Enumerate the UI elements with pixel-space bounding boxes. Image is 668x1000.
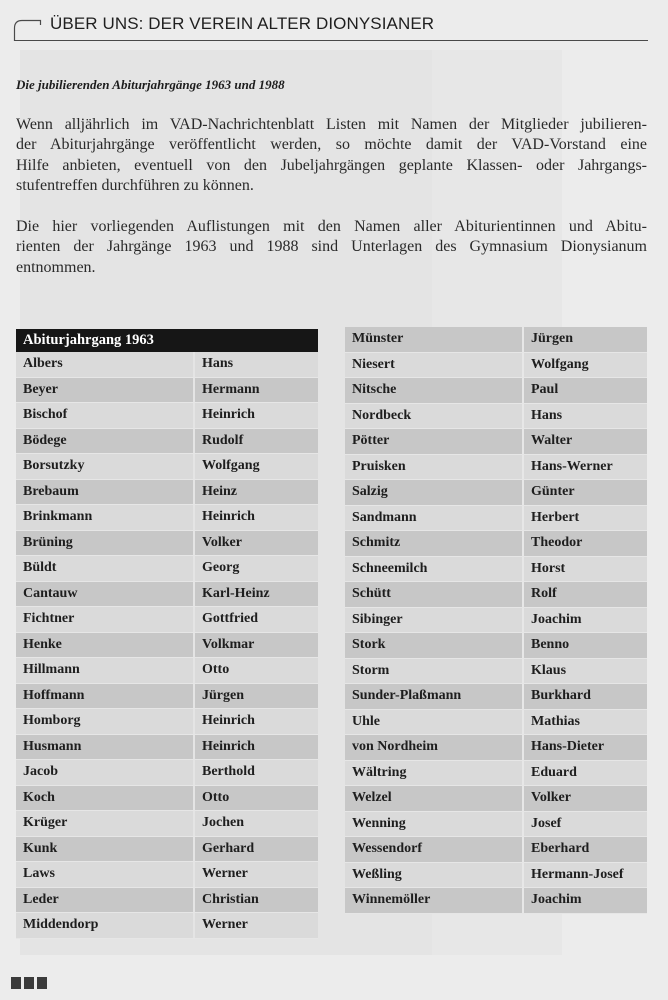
text-line: stufentreffen durchführen zu können. bbox=[16, 176, 254, 194]
surname-cell: Welzel bbox=[345, 786, 522, 811]
table-row bbox=[345, 761, 647, 787]
names-table-1963-part1 bbox=[16, 329, 318, 939]
surname-cell: Borsutzky bbox=[16, 454, 193, 479]
names-table-1963-part2 bbox=[345, 327, 647, 914]
text-line: der Abiturjahrgänge veröffentlicht werden, so möchte damit der VAD-Vorstand eine bbox=[16, 136, 647, 154]
table-row bbox=[345, 863, 647, 889]
surname-cell: Sibinger bbox=[345, 608, 522, 633]
surname-cell: Fichtner bbox=[16, 607, 193, 632]
surname-cell: Münster bbox=[345, 327, 522, 352]
surname-cell: Middendorp bbox=[16, 913, 193, 938]
surname-cell: Husmann bbox=[16, 735, 193, 760]
surname-cell: Sunder-Plaßmann bbox=[345, 684, 522, 709]
table-row bbox=[345, 378, 647, 404]
table-row bbox=[16, 786, 318, 812]
firstname-cell: Herbert bbox=[524, 506, 647, 531]
firstname-cell: Hans bbox=[524, 404, 647, 429]
surname-cell: Brüning bbox=[16, 531, 193, 556]
article-subtitle: Die jubilierenden Abiturjahrgänge 1963 und 1988 bbox=[16, 77, 285, 92]
table-row bbox=[16, 735, 318, 761]
table-row bbox=[345, 608, 647, 634]
table-body bbox=[345, 327, 647, 914]
firstname-cell: Benno bbox=[524, 633, 647, 658]
firstname-cell: Gerhard bbox=[195, 837, 318, 862]
surname-cell: Henke bbox=[16, 633, 193, 658]
section-bracket-icon bbox=[0, 0, 50, 45]
text-line: entnommen. bbox=[16, 258, 96, 276]
page-title: ÜBER UNS: DER VEREIN ALTER DIONYSIANER bbox=[50, 14, 435, 33]
surname-cell: Pötter bbox=[345, 429, 522, 454]
table-row bbox=[16, 378, 318, 404]
firstname-cell: Burkhard bbox=[524, 684, 647, 709]
firstname-cell: Theodor bbox=[524, 531, 647, 556]
table-row bbox=[16, 658, 318, 684]
title-divider bbox=[14, 40, 648, 41]
table-row bbox=[16, 709, 318, 735]
surname-cell: Büldt bbox=[16, 556, 193, 581]
square-icon bbox=[37, 977, 47, 989]
text-line: Wenn alljährlich im VAD-Nachrichtenblatt Listen mit Namen der Mitglieder jubilieren- bbox=[16, 116, 647, 133]
surname-cell: Beyer bbox=[16, 378, 193, 403]
table-row bbox=[16, 837, 318, 863]
table-row bbox=[16, 607, 318, 633]
surname-cell: Laws bbox=[16, 862, 193, 887]
table-row bbox=[16, 913, 318, 939]
table-row bbox=[16, 531, 318, 557]
surname-cell: Bischof bbox=[16, 403, 193, 428]
table-row bbox=[345, 786, 647, 812]
square-icon bbox=[11, 977, 21, 989]
firstname-cell: Gottfried bbox=[195, 607, 318, 632]
surname-cell: Pruisken bbox=[345, 455, 522, 480]
surname-cell: Stork bbox=[345, 633, 522, 658]
paragraph-intro bbox=[16, 115, 647, 196]
table-body bbox=[16, 352, 318, 939]
surname-cell: Wessendorf bbox=[345, 837, 522, 862]
firstname-cell: Hermann bbox=[195, 378, 318, 403]
surname-cell: Storm bbox=[345, 659, 522, 684]
table-row bbox=[16, 811, 318, 837]
firstname-cell: Mathias bbox=[524, 710, 647, 735]
surname-cell: Krüger bbox=[16, 811, 193, 836]
table-row bbox=[16, 633, 318, 659]
firstname-cell: Christian bbox=[195, 888, 318, 913]
table-row bbox=[345, 531, 647, 557]
firstname-cell: Volkmar bbox=[195, 633, 318, 658]
surname-cell: Brebaum bbox=[16, 480, 193, 505]
surname-cell: Winnemöller bbox=[345, 888, 522, 913]
table-row bbox=[345, 353, 647, 379]
table-row bbox=[345, 582, 647, 608]
surname-cell: Nitsche bbox=[345, 378, 522, 403]
table-row bbox=[345, 735, 647, 761]
surname-cell: Salzig bbox=[345, 480, 522, 505]
firstname-cell: Otto bbox=[195, 786, 318, 811]
table-row bbox=[345, 710, 647, 736]
firstname-cell: Rudolf bbox=[195, 429, 318, 454]
table-row bbox=[16, 888, 318, 914]
table-row bbox=[16, 760, 318, 786]
table-row bbox=[345, 404, 647, 430]
surname-cell: Schmitz bbox=[345, 531, 522, 556]
firstname-cell: Joachim bbox=[524, 888, 647, 913]
table-row bbox=[16, 403, 318, 429]
firstname-cell: Klaus bbox=[524, 659, 647, 684]
table-row bbox=[16, 862, 318, 888]
firstname-cell: Josef bbox=[524, 812, 647, 837]
firstname-cell: Rolf bbox=[524, 582, 647, 607]
table-row bbox=[16, 582, 318, 608]
firstname-cell: Jochen bbox=[195, 811, 318, 836]
text-line: Die hier vorliegenden Auflistungen mit den Namen aller Abiturientinnen und Abitu- bbox=[16, 218, 647, 235]
firstname-cell: Berthold bbox=[195, 760, 318, 785]
table-row bbox=[345, 455, 647, 481]
firstname-cell: Walter bbox=[524, 429, 647, 454]
table-row bbox=[16, 454, 318, 480]
table-row bbox=[345, 327, 647, 353]
firstname-cell: Wolfgang bbox=[195, 454, 318, 479]
surname-cell: Uhle bbox=[345, 710, 522, 735]
table-row bbox=[345, 480, 647, 506]
surname-cell: Schneemilch bbox=[345, 557, 522, 582]
firstname-cell: Otto bbox=[195, 658, 318, 683]
text-line: Hilfe anbieten, eventuell von den Jubeljahrgängen geplante Klassen- oder Jahrgangs- bbox=[16, 156, 647, 174]
firstname-cell: Karl-Heinz bbox=[195, 582, 318, 607]
firstname-cell: Jürgen bbox=[195, 684, 318, 709]
firstname-cell: Hans-Werner bbox=[524, 455, 647, 480]
firstname-cell: Volker bbox=[195, 531, 318, 556]
firstname-cell: Hermann-Josef bbox=[524, 863, 647, 888]
table-header: Abiturjahrgang 1963 bbox=[16, 329, 318, 352]
firstname-cell: Eduard bbox=[524, 761, 647, 786]
surname-cell: Wenning bbox=[345, 812, 522, 837]
firstname-cell: Werner bbox=[195, 862, 318, 887]
table-row bbox=[16, 352, 318, 378]
surname-cell: von Nordheim bbox=[345, 735, 522, 760]
table-row bbox=[345, 837, 647, 863]
table-row bbox=[16, 480, 318, 506]
surname-cell: Schütt bbox=[345, 582, 522, 607]
firstname-cell: Günter bbox=[524, 480, 647, 505]
surname-cell: Hoffmann bbox=[16, 684, 193, 709]
table-row bbox=[16, 556, 318, 582]
firstname-cell: Heinrich bbox=[195, 709, 318, 734]
table-row bbox=[16, 684, 318, 710]
surname-cell: Niesert bbox=[345, 353, 522, 378]
surname-cell: Homborg bbox=[16, 709, 193, 734]
firstname-cell: Jürgen bbox=[524, 327, 647, 352]
firstname-cell: Georg bbox=[195, 556, 318, 581]
table-row bbox=[345, 659, 647, 685]
table-row bbox=[345, 633, 647, 659]
surname-cell: Koch bbox=[16, 786, 193, 811]
firstname-cell: Heinrich bbox=[195, 403, 318, 428]
surname-cell: Cantauw bbox=[16, 582, 193, 607]
table-row bbox=[16, 429, 318, 455]
firstname-cell: Paul bbox=[524, 378, 647, 403]
surname-cell: Leder bbox=[16, 888, 193, 913]
table-row bbox=[16, 505, 318, 531]
surname-cell: Jacob bbox=[16, 760, 193, 785]
firstname-cell: Wolfgang bbox=[524, 353, 647, 378]
firstname-cell: Werner bbox=[195, 913, 318, 938]
firstname-cell: Horst bbox=[524, 557, 647, 582]
table-row bbox=[345, 684, 647, 710]
surname-cell: Weßling bbox=[345, 863, 522, 888]
table-row bbox=[345, 506, 647, 532]
surname-cell: Bödege bbox=[16, 429, 193, 454]
table-row bbox=[345, 888, 647, 914]
footer-page-marker bbox=[11, 977, 47, 989]
table-row bbox=[345, 557, 647, 583]
firstname-cell: Volker bbox=[524, 786, 647, 811]
surname-cell: Nordbeck bbox=[345, 404, 522, 429]
table-row bbox=[345, 812, 647, 838]
surname-cell: Kunk bbox=[16, 837, 193, 862]
firstname-cell: Heinrich bbox=[195, 505, 318, 530]
surname-cell: Sandmann bbox=[345, 506, 522, 531]
firstname-cell: Hans-Dieter bbox=[524, 735, 647, 760]
firstname-cell: Hans bbox=[195, 352, 318, 377]
surname-cell: Albers bbox=[16, 352, 193, 377]
surname-cell: Brinkmann bbox=[16, 505, 193, 530]
surname-cell: Wältring bbox=[345, 761, 522, 786]
text-line: rienten der Jahrgänge 1963 und 1988 sind Unterlagen des Gymnasium Dionysianum bbox=[16, 238, 647, 256]
table-row bbox=[345, 429, 647, 455]
firstname-cell: Eberhard bbox=[524, 837, 647, 862]
firstname-cell: Heinrich bbox=[195, 735, 318, 760]
surname-cell: Hillmann bbox=[16, 658, 193, 683]
firstname-cell: Joachim bbox=[524, 608, 647, 633]
square-icon bbox=[24, 977, 34, 989]
paragraph-source bbox=[16, 217, 647, 278]
firstname-cell: Heinz bbox=[195, 480, 318, 505]
